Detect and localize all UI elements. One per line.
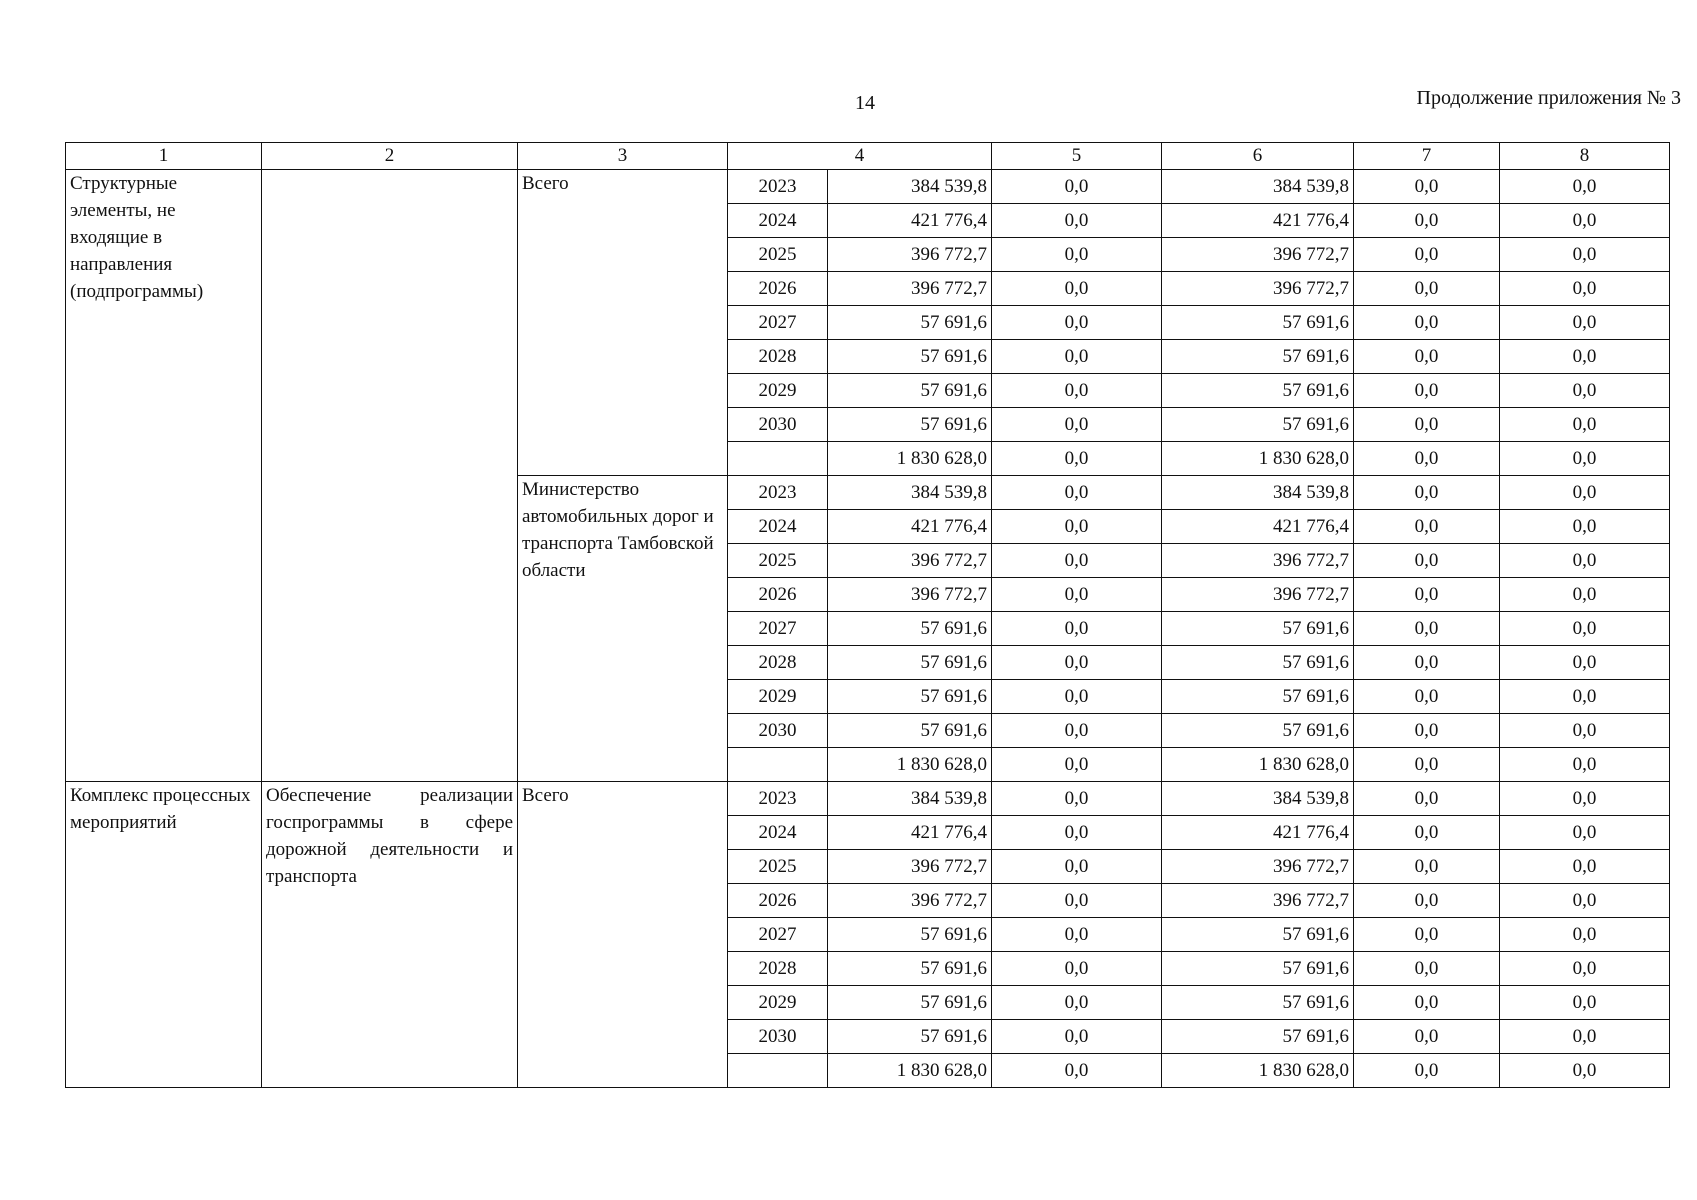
- column-7-value: 0,0: [1354, 578, 1500, 612]
- column-8-value: 0,0: [1500, 646, 1670, 680]
- column-6-value: 1 830 628,0: [1162, 748, 1354, 782]
- total-amount-cell: 396 772,7: [828, 238, 992, 272]
- column-6-value: 396 772,7: [1162, 884, 1354, 918]
- total-amount-cell: 396 772,7: [828, 884, 992, 918]
- column-6-value: 421 776,4: [1162, 816, 1354, 850]
- table-body: [66, 170, 1670, 1088]
- column-8-value: 0,0: [1500, 1020, 1670, 1054]
- column-number: 7: [1354, 143, 1500, 170]
- column-6-value: 57 691,6: [1162, 646, 1354, 680]
- column-5-value: 0,0: [992, 680, 1162, 714]
- column-6-value: 57 691,6: [1162, 408, 1354, 442]
- column-7-value: 0,0: [1354, 714, 1500, 748]
- column-5-value: 0,0: [992, 306, 1162, 340]
- column-5-value: 0,0: [992, 986, 1162, 1020]
- total-amount-cell: 57 691,6: [828, 680, 992, 714]
- column-6-value: 1 830 628,0: [1162, 442, 1354, 476]
- column-7-value: 0,0: [1354, 680, 1500, 714]
- column-7-value: 0,0: [1354, 1020, 1500, 1054]
- activity-name-cell: Обеспечение реализации госпрограммы в сфере дорожной деятельности и транспорта: [262, 782, 518, 1088]
- column-number: 3: [518, 143, 728, 170]
- column-8-value: 0,0: [1500, 1054, 1670, 1088]
- column-8-value: 0,0: [1500, 408, 1670, 442]
- column-5-value: 0,0: [992, 578, 1162, 612]
- year-cell: 2023: [728, 782, 828, 816]
- column-5-value: 0,0: [992, 204, 1162, 238]
- column-6-value: 421 776,4: [1162, 204, 1354, 238]
- year-cell: 2029: [728, 680, 828, 714]
- column-7-value: 0,0: [1354, 884, 1500, 918]
- year-cell: 2025: [728, 850, 828, 884]
- column-6-value: 57 691,6: [1162, 612, 1354, 646]
- total-amount-cell: 396 772,7: [828, 544, 992, 578]
- year-cell: 2024: [728, 204, 828, 238]
- year-cell: 2030: [728, 714, 828, 748]
- year-cell: 2027: [728, 612, 828, 646]
- column-7-value: 0,0: [1354, 952, 1500, 986]
- year-cell: 2030: [728, 408, 828, 442]
- column-7-value: 0,0: [1354, 612, 1500, 646]
- column-5-value: 0,0: [992, 748, 1162, 782]
- column-7-value: 0,0: [1354, 850, 1500, 884]
- column-6-value: 57 691,6: [1162, 714, 1354, 748]
- column-5-value: 0,0: [992, 442, 1162, 476]
- column-6-value: 384 539,8: [1162, 170, 1354, 204]
- column-6-value: 384 539,8: [1162, 476, 1354, 510]
- column-7-value: 0,0: [1354, 986, 1500, 1020]
- column-5-value: 0,0: [992, 884, 1162, 918]
- column-8-value: 0,0: [1500, 476, 1670, 510]
- year-cell: [728, 1054, 828, 1088]
- total-amount-cell: 384 539,8: [828, 170, 992, 204]
- column-5-value: 0,0: [992, 952, 1162, 986]
- year-cell: 2024: [728, 816, 828, 850]
- year-cell: 2030: [728, 1020, 828, 1054]
- year-cell: 2027: [728, 306, 828, 340]
- column-7-value: 0,0: [1354, 544, 1500, 578]
- column-5-value: 0,0: [992, 170, 1162, 204]
- column-6-value: 57 691,6: [1162, 952, 1354, 986]
- total-amount-cell: 57 691,6: [828, 714, 992, 748]
- column-6-value: 396 772,7: [1162, 850, 1354, 884]
- total-amount-cell: 1 830 628,0: [828, 1054, 992, 1088]
- responsible-party-cell: Министерство автомобильных дорог и транспорта Тамбовской области: [518, 476, 728, 782]
- column-8-value: 0,0: [1500, 680, 1670, 714]
- year-cell: 2025: [728, 544, 828, 578]
- column-6-value: 57 691,6: [1162, 1020, 1354, 1054]
- total-amount-cell: 396 772,7: [828, 272, 992, 306]
- total-amount-cell: 57 691,6: [828, 306, 992, 340]
- column-6-value: 396 772,7: [1162, 238, 1354, 272]
- column-7-value: 0,0: [1354, 204, 1500, 238]
- total-amount-cell: 57 691,6: [828, 408, 992, 442]
- column-8-value: 0,0: [1500, 340, 1670, 374]
- column-8-value: 0,0: [1500, 510, 1670, 544]
- column-6-value: 396 772,7: [1162, 272, 1354, 306]
- column-8-value: 0,0: [1500, 918, 1670, 952]
- column-number: 1: [66, 143, 262, 170]
- column-number-row: [66, 143, 1670, 170]
- total-amount-cell: 57 691,6: [828, 986, 992, 1020]
- total-amount-cell: 421 776,4: [828, 204, 992, 238]
- column-7-value: 0,0: [1354, 170, 1500, 204]
- year-cell: 2028: [728, 646, 828, 680]
- total-amount-cell: 57 691,6: [828, 1020, 992, 1054]
- total-amount-cell: 396 772,7: [828, 850, 992, 884]
- column-6-value: 57 691,6: [1162, 374, 1354, 408]
- column-5-value: 0,0: [992, 544, 1162, 578]
- year-cell: 2027: [728, 918, 828, 952]
- column-6-value: 421 776,4: [1162, 510, 1354, 544]
- column-6-value: 1 830 628,0: [1162, 1054, 1354, 1088]
- column-6-value: 57 691,6: [1162, 306, 1354, 340]
- column-7-value: 0,0: [1354, 272, 1500, 306]
- column-7-value: 0,0: [1354, 748, 1500, 782]
- total-amount-cell: 57 691,6: [828, 918, 992, 952]
- column-5-value: 0,0: [992, 374, 1162, 408]
- column-5-value: 0,0: [992, 272, 1162, 306]
- column-8-value: 0,0: [1500, 442, 1670, 476]
- column-6-value: 57 691,6: [1162, 340, 1354, 374]
- total-amount-cell: 57 691,6: [828, 612, 992, 646]
- total-amount-cell: 57 691,6: [828, 340, 992, 374]
- column-8-value: 0,0: [1500, 204, 1670, 238]
- column-8-value: 0,0: [1500, 374, 1670, 408]
- column-6-value: 57 691,6: [1162, 680, 1354, 714]
- appendix-continuation-note: Продолжение приложения № 3: [1416, 87, 1681, 109]
- column-7-value: 0,0: [1354, 918, 1500, 952]
- total-amount-cell: 1 830 628,0: [828, 442, 992, 476]
- column-6-value: 396 772,7: [1162, 578, 1354, 612]
- column-8-value: 0,0: [1500, 612, 1670, 646]
- activity-name-cell: [262, 170, 518, 782]
- column-6-value: 57 691,6: [1162, 918, 1354, 952]
- column-8-value: 0,0: [1500, 884, 1670, 918]
- year-cell: 2023: [728, 170, 828, 204]
- column-8-value: 0,0: [1500, 544, 1670, 578]
- column-number: 8: [1500, 143, 1670, 170]
- column-7-value: 0,0: [1354, 442, 1500, 476]
- year-cell: [728, 748, 828, 782]
- total-amount-cell: 384 539,8: [828, 476, 992, 510]
- column-5-value: 0,0: [992, 612, 1162, 646]
- year-cell: 2028: [728, 340, 828, 374]
- column-7-value: 0,0: [1354, 408, 1500, 442]
- column-number: 2: [262, 143, 518, 170]
- column-8-value: 0,0: [1500, 714, 1670, 748]
- year-cell: 2026: [728, 578, 828, 612]
- year-cell: 2023: [728, 476, 828, 510]
- responsible-party-cell: Всего: [518, 782, 728, 1088]
- table-row: [66, 170, 1670, 204]
- column-8-value: 0,0: [1500, 816, 1670, 850]
- column-7-value: 0,0: [1354, 476, 1500, 510]
- column-8-value: 0,0: [1500, 306, 1670, 340]
- column-7-value: 0,0: [1354, 340, 1500, 374]
- total-amount-cell: 57 691,6: [828, 646, 992, 680]
- column-8-value: 0,0: [1500, 170, 1670, 204]
- column-5-value: 0,0: [992, 408, 1162, 442]
- year-cell: 2024: [728, 510, 828, 544]
- column-8-value: 0,0: [1500, 782, 1670, 816]
- column-7-value: 0,0: [1354, 510, 1500, 544]
- column-8-value: 0,0: [1500, 578, 1670, 612]
- total-amount-cell: 421 776,4: [828, 510, 992, 544]
- year-cell: 2025: [728, 238, 828, 272]
- total-amount-cell: 57 691,6: [828, 374, 992, 408]
- year-cell: 2029: [728, 374, 828, 408]
- column-7-value: 0,0: [1354, 782, 1500, 816]
- column-6-value: 396 772,7: [1162, 544, 1354, 578]
- table-row: [66, 782, 1670, 816]
- year-cell: 2026: [728, 272, 828, 306]
- responsible-party-cell: Всего: [518, 170, 728, 476]
- column-5-value: 0,0: [992, 850, 1162, 884]
- total-amount-cell: 421 776,4: [828, 816, 992, 850]
- column-number: 6: [1162, 143, 1354, 170]
- column-7-value: 0,0: [1354, 646, 1500, 680]
- column-8-value: 0,0: [1500, 952, 1670, 986]
- column-7-value: 0,0: [1354, 238, 1500, 272]
- column-6-value: 57 691,6: [1162, 986, 1354, 1020]
- structure-element-cell: Структурные элементы, не входящие в направления (подпрограммы): [66, 170, 262, 782]
- column-6-value: 384 539,8: [1162, 782, 1354, 816]
- column-5-value: 0,0: [992, 238, 1162, 272]
- column-5-value: 0,0: [992, 340, 1162, 374]
- total-amount-cell: 57 691,6: [828, 952, 992, 986]
- column-5-value: 0,0: [992, 510, 1162, 544]
- column-5-value: 0,0: [992, 646, 1162, 680]
- column-7-value: 0,0: [1354, 816, 1500, 850]
- column-5-value: 0,0: [992, 1054, 1162, 1088]
- column-number: 5: [992, 143, 1162, 170]
- column-5-value: 0,0: [992, 918, 1162, 952]
- column-8-value: 0,0: [1500, 272, 1670, 306]
- column-5-value: 0,0: [992, 1020, 1162, 1054]
- total-amount-cell: 384 539,8: [828, 782, 992, 816]
- column-5-value: 0,0: [992, 714, 1162, 748]
- column-8-value: 0,0: [1500, 748, 1670, 782]
- total-amount-cell: 1 830 628,0: [828, 748, 992, 782]
- column-8-value: 0,0: [1500, 850, 1670, 884]
- column-5-value: 0,0: [992, 816, 1162, 850]
- column-5-value: 0,0: [992, 476, 1162, 510]
- page-number: 14: [855, 92, 875, 114]
- structure-element-cell: Комплекс процессных мероприятий: [66, 782, 262, 1088]
- year-cell: 2029: [728, 986, 828, 1020]
- column-5-value: 0,0: [992, 782, 1162, 816]
- total-amount-cell: 396 772,7: [828, 578, 992, 612]
- column-8-value: 0,0: [1500, 986, 1670, 1020]
- budget-table: [65, 142, 1670, 1088]
- year-cell: [728, 442, 828, 476]
- column-7-value: 0,0: [1354, 1054, 1500, 1088]
- column-number: 4: [728, 143, 992, 170]
- column-8-value: 0,0: [1500, 238, 1670, 272]
- column-7-value: 0,0: [1354, 306, 1500, 340]
- column-7-value: 0,0: [1354, 374, 1500, 408]
- year-cell: 2028: [728, 952, 828, 986]
- year-cell: 2026: [728, 884, 828, 918]
